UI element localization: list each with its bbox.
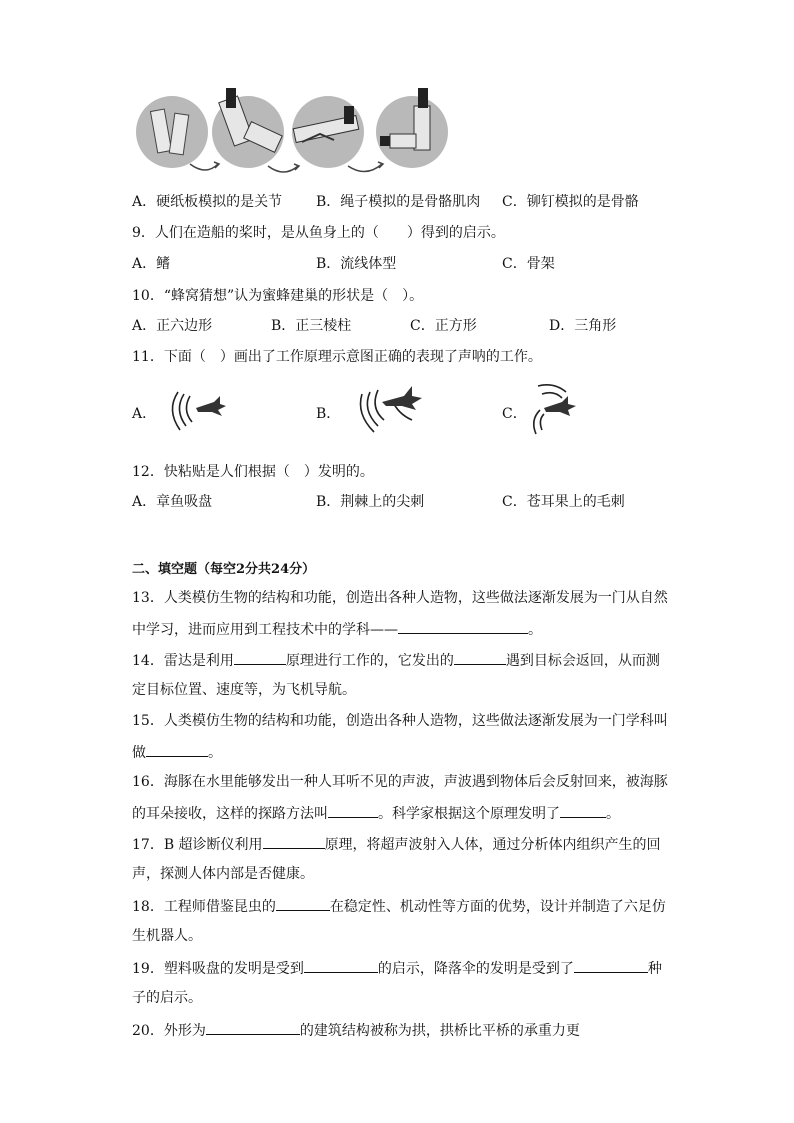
q10-option-d: D．三角形 [549, 318, 617, 334]
q17-line-2: 声，探测人体内部是否健康。 [132, 866, 314, 882]
q19-line-1 [132, 958, 662, 979]
q17-blank[interactable] [263, 834, 325, 849]
q13-blank[interactable] [398, 619, 528, 634]
q18-line-1 [132, 896, 666, 917]
arm-model-illustration [134, 84, 454, 180]
q19-blank-1[interactable] [304, 958, 378, 973]
q8-option-b: B．绳子模拟的是骨骼肌肉 [316, 194, 481, 210]
q14-text-a: 14．雷达是利用 [132, 653, 234, 669]
q15-blank[interactable] [146, 742, 208, 757]
q11-option-c: C． [502, 406, 527, 422]
q10-option-c: C．正方形 [410, 318, 477, 334]
q16-text-c: 。 [606, 806, 620, 822]
q18-text-b: 在稳定性、机动性等方面的优势，设计并制造了六足仿 [329, 899, 666, 915]
q19-text-c: 种 [647, 961, 662, 977]
q20-text-b: 的建筑结构被称为拱，拱桥比平桥的承重力更 [299, 1023, 580, 1039]
q9-option-b: B．流线体型 [316, 256, 397, 272]
q12-stem: 12．快粘贴是人们根据（ ）发明的。 [132, 464, 374, 480]
q18-text-a: 18．工程师借鉴昆虫的 [132, 899, 276, 915]
q19-blank-2[interactable] [574, 958, 648, 973]
q19-text-b: 的启示，降落伞的发明是受到了 [377, 961, 574, 977]
q9-stem: 9．人们在造船的桨时，是从鱼身上的（ ）得到的启示。 [132, 225, 505, 241]
q16-text-a: 的耳朵接收，这样的探路方法叫 [132, 806, 328, 822]
q9-option-a: A．鳍 [132, 256, 171, 272]
q14-line-2: 定目标位置、速度等，为飞机导航。 [132, 682, 356, 698]
q12-option-b: B．荆棘上的尖刺 [316, 494, 425, 510]
q11-stem: 11．下面（ ）画出了工作原理示意图正确的表现了声呐的工作。 [132, 349, 542, 365]
q16-text-b: 。科学家根据这个原理发明了 [378, 806, 560, 822]
q17-text-a: 17．B 超诊断仪利用 [132, 837, 263, 853]
q15-text-b: 。 [208, 745, 222, 761]
q10-option-a: A．正六边形 [132, 318, 213, 334]
q11-option-a: A． [132, 406, 157, 422]
q17-text-b: 原理，将超声波射入人体，通过分析体内组织产生的回 [324, 837, 661, 853]
sonar-diagram-b [352, 380, 432, 440]
q18-line-2: 生机器人。 [132, 928, 202, 944]
sonar-diagram-a [164, 384, 236, 444]
q12-option-c: C．苍耳果上的毛刺 [502, 494, 625, 510]
q8-option-c: C．铆钉模拟的是骨骼 [502, 194, 639, 210]
q16-line-2 [132, 803, 620, 824]
q10-stem: 10．“蜂窝猜想”认为蜜蜂建巢的形状是（ ）。 [132, 288, 424, 304]
sonar-diagram-c [526, 380, 586, 440]
q14-text-c: 遇到目标会返回，从而测 [505, 653, 660, 669]
q15-line-2 [132, 742, 222, 763]
q20-line-1 [132, 1020, 580, 1041]
q15-text-a: 做 [132, 745, 146, 761]
q15-line-1: 15．人类模仿生物的结构和功能，创造出各种人造物，这些做法逐渐发展为一门学科叫 [132, 713, 668, 729]
q17-line-1 [132, 834, 661, 855]
q20-text-a: 20．外形为 [132, 1023, 206, 1039]
section-2-heading: 二、填空题（每空2分共24分） [132, 562, 316, 577]
q19-line-2: 子的启示。 [132, 990, 202, 1006]
q11-option-b: B． [316, 406, 341, 422]
q13-line-2 [132, 619, 542, 640]
q10-option-b: B．正三棱柱 [271, 318, 352, 334]
q16-line-1: 16．海豚在水里能够发出一种人耳听不见的声波，声波遇到物体后会反射回来，被海豚 [132, 774, 668, 790]
q13-line-1: 13．人类模仿生物的结构和功能，创造出各种人造物，这些做法逐渐发展为一门从自然 [132, 590, 668, 606]
q13-text-b: 。 [528, 622, 542, 638]
q8-figure [134, 84, 454, 180]
q20-blank[interactable] [206, 1020, 300, 1035]
q14-line-1 [132, 650, 660, 671]
q14-blank-2[interactable] [454, 650, 506, 665]
q19-text-a: 19．塑料吸盘的发明是受到 [132, 961, 304, 977]
q9-option-c: C．骨架 [502, 256, 555, 272]
q16-blank-2[interactable] [560, 803, 606, 818]
q13-text-a: 中学习，进而应用到工程技术中的学科—— [132, 622, 398, 638]
q8-option-a: A．硬纸板模拟的是关节 [132, 194, 283, 210]
q12-option-a: A．章鱼吸盘 [132, 494, 213, 510]
q18-blank[interactable] [276, 896, 330, 911]
q16-blank-1[interactable] [328, 803, 378, 818]
q14-blank-1[interactable] [234, 650, 286, 665]
q14-text-b: 原理进行工作的，它发出的 [285, 653, 454, 669]
